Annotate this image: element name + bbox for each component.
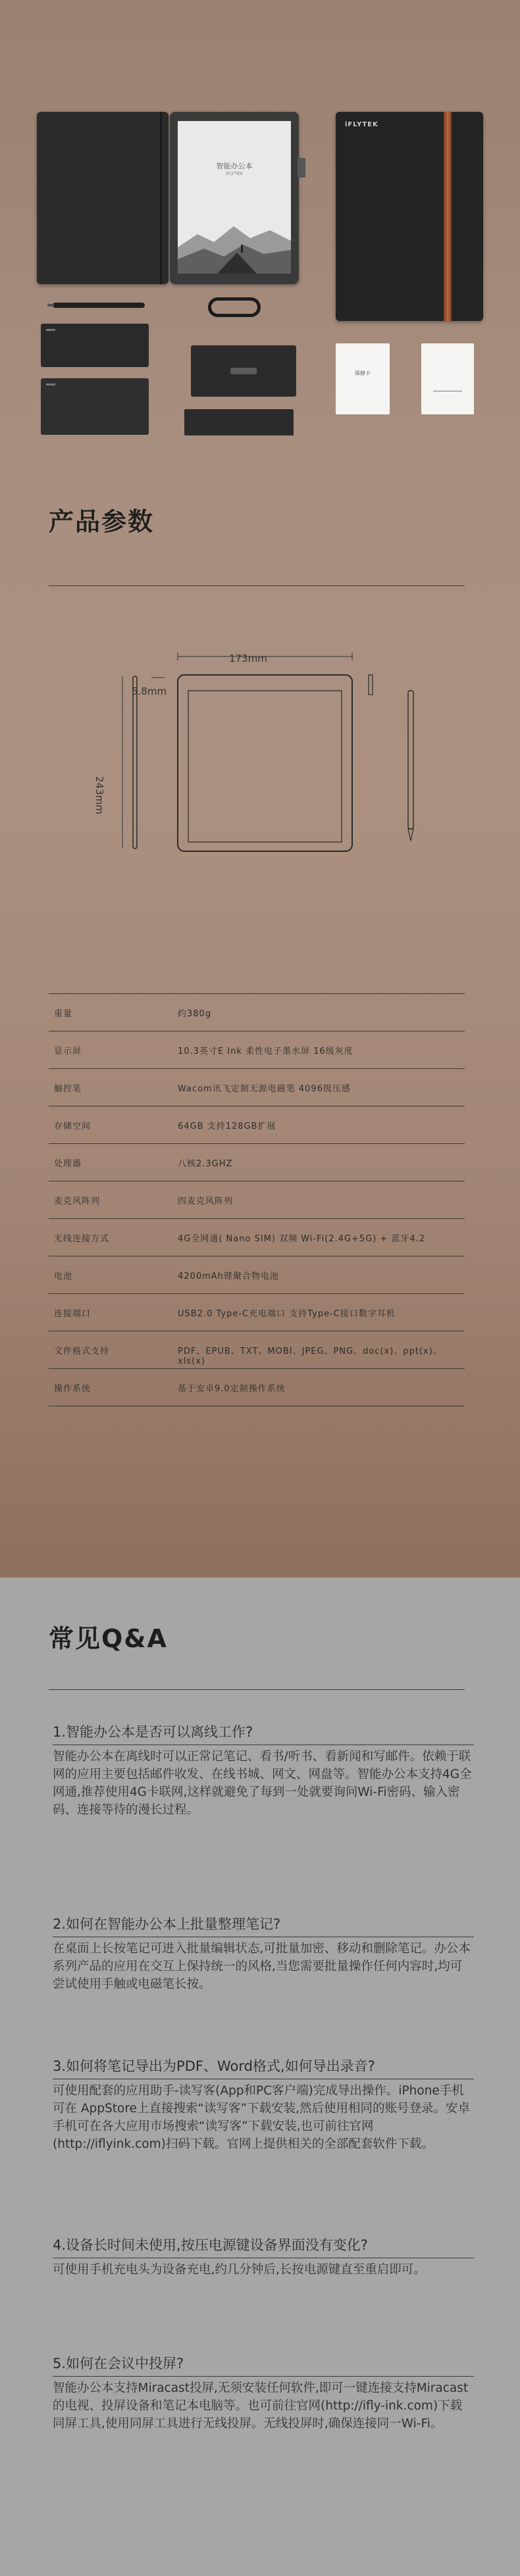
pen-holder-image <box>298 158 305 178</box>
dimension-width: 173mm <box>229 653 267 664</box>
brand-logo: iFLYTEK <box>345 121 378 128</box>
spec-label: 处理器 <box>54 1159 82 1169</box>
leather-folio-image <box>336 112 483 321</box>
faq-question: 4.设备长时间未使用,按压电源键设备界面没有变化? <box>53 2237 368 2253</box>
folio-spine <box>444 112 452 321</box>
charger-box-image <box>191 345 296 397</box>
spec-value: 基于安卓9.0定制操作系统 <box>178 1384 286 1394</box>
spec-row <box>49 1331 465 1369</box>
spec-row <box>49 993 465 1031</box>
ereader-screen <box>178 121 291 274</box>
faq-separator <box>53 2376 474 2377</box>
dimension-thickness: 5.8mm <box>132 685 167 697</box>
spec-label: 显示屏 <box>54 1047 82 1056</box>
spec-value: 64GB 支持128GB扩展 <box>178 1122 276 1131</box>
specs-title: 产品参数 <box>49 507 155 536</box>
spec-value: USB2.0 Type-C充电端口 支持Type-C接口数字耳机 <box>178 1309 396 1319</box>
ereader-screen-title: 智能办公本 <box>216 162 253 170</box>
spec-table <box>49 993 465 1406</box>
faq-section <box>0 1577 520 2576</box>
accessory-box-2 <box>41 378 149 435</box>
spec-value: 八核2.3GHZ <box>178 1159 233 1169</box>
spec-row <box>49 1219 465 1256</box>
spec-label: 无线连接方式 <box>54 1234 110 1244</box>
spec-value: 4200mAh锂聚合物电池 <box>178 1272 279 1281</box>
accessory-box-1 <box>41 324 149 367</box>
faq-title: 常见Q&A <box>49 1624 168 1653</box>
faq-question: 2.如何在智能办公本上批量整理笔记? <box>53 1916 281 1932</box>
spec-row <box>49 1144 465 1181</box>
warranty-card-title: 保修卡 <box>355 370 371 376</box>
manual-image <box>421 343 474 414</box>
usb-cable-image <box>208 297 261 317</box>
faq-answer: 可使用配套的应用助手-读写客(App和PC客户端)完成导出操作。iPhone手机可在 AppStore上直接搜索“读写客”下载安装,然后使用相同的账号登录。安卓手机可在各大应用市场搜索“读写客”下载安装,也可前往官网(http://iflyink.com)扫码下载。官网上提供相关的全部配套软件下载。 <box>53 2084 470 2151</box>
spec-label: 麦克风阵列 <box>54 1197 101 1206</box>
folio-cover-image <box>37 112 169 284</box>
warranty-card-image <box>336 343 390 414</box>
spec-row <box>49 1256 465 1294</box>
faq-answer: 智能办公本在离线时可以正常记笔记、看书/听书、看新闻和写邮件。依赖于联网的应用主要包括邮件收发、在线书城、网文、网盘等。智能办公本支持4G全网通,推荐使用4G卡联网,这样就避免了每到一处就要询问Wi-Fi密码、输入密码、连接等待的漫长过程。 <box>53 1750 472 1817</box>
spec-value: 10.3英寸E Ink 柔性电子墨水屏 16级灰度 <box>178 1047 353 1056</box>
accessories-photo <box>0 0 520 474</box>
pen-tips-box-image <box>184 409 294 435</box>
mountain-landscape-image <box>178 201 291 274</box>
device-dimension-diagram <box>118 632 461 855</box>
spec-value: Wacom讯飞定制无源电磁笔 4096级压感 <box>178 1084 351 1094</box>
spec-label: 重量 <box>54 1009 73 1019</box>
spec-label: 触控笔 <box>54 1084 82 1094</box>
faq-question: 5.如何在会议中投屏? <box>53 2356 184 2371</box>
faq-item <box>53 2354 474 2433</box>
spec-label: 存储空间 <box>54 1122 91 1131</box>
spec-row <box>49 1181 465 1219</box>
faq-item <box>53 2056 474 2153</box>
faq-divider <box>49 1689 465 1690</box>
faq-answer: 智能办公本支持Miracast投屏,无须安装任何软件,即可一键连接支持Miracast的电视、投屏设备和笔记本电脑等。也可前往官网(http://ifly-ink.com)下载同屏工具,使用同屏工具进行无线投屏。无线投屏时,确保连接同一Wi-Fi。 <box>53 2381 469 2431</box>
spec-value: 四麦克风阵列 <box>178 1197 234 1206</box>
faq-question: 1.智能办公本是否可以离线工作? <box>53 1724 253 1740</box>
spec-label: 文件格式支持 <box>54 1347 110 1356</box>
spec-row <box>49 1294 465 1331</box>
specs-divider <box>49 585 465 586</box>
spec-value: 4G全网通( Nano SIM) 双频 Wi-Fi(2.4G+5G) + 蓝牙4.2 <box>178 1234 426 1244</box>
faq-item <box>53 1914 474 1993</box>
spec-row <box>49 1069 465 1106</box>
faq-item <box>53 1722 474 1819</box>
spec-value: 约380g <box>178 1009 212 1019</box>
faq-answer: 在桌面上长按笔记可进入批量编辑状态,可批量加密、移动和删除笔记。办公本系列产品的应用在交互上保持统一的风格,当您需要批量操作任何内容时,均可尝试使用手触或电磁笔长按。 <box>53 1942 471 1991</box>
spec-row <box>49 1106 465 1144</box>
stylus-image <box>53 303 145 308</box>
spec-row <box>49 1369 465 1406</box>
signature-line <box>433 376 462 391</box>
spec-label: 电池 <box>54 1272 73 1281</box>
spec-row <box>49 1031 465 1069</box>
ereader-screen-subtitle: iFLYTEK <box>225 171 244 176</box>
spec-label: 操作系统 <box>54 1384 91 1394</box>
spec-value: PDF、EPUB、TXT、MOBI、JPEG、PNG、doc(x)、ppt(x)、xls(x) <box>178 1347 442 1366</box>
faq-question: 3.如何将笔记导出为PDF、Word格式,如何导出录音? <box>53 2058 375 2074</box>
spec-label: 连接端口 <box>54 1309 91 1319</box>
specifications-section <box>0 474 520 1577</box>
faq-item <box>53 2235 474 2279</box>
ereader-image <box>170 112 299 284</box>
faq-answer: 可使用手机充电头为设备充电,约几分钟后,长按电源键直至重启即可。 <box>53 2263 426 2277</box>
dimension-height: 243mm <box>93 776 105 814</box>
